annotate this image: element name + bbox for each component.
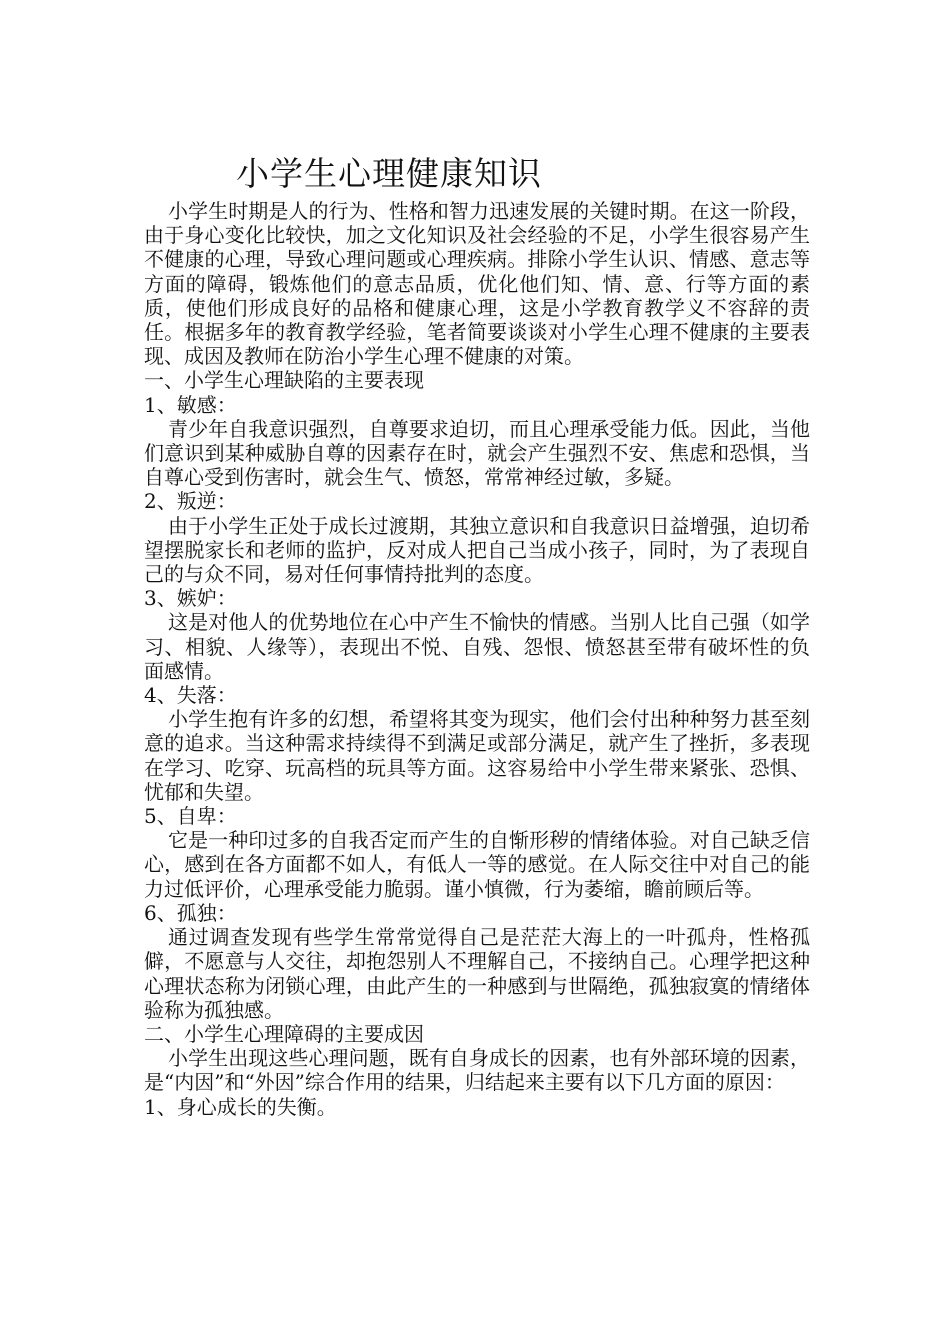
- subheading-jealousy: 3、嫉妒：: [144, 586, 237, 611]
- subheading-rebellious: 2、叛逆：: [144, 489, 237, 514]
- document-body: [144, 199, 810, 1119]
- paragraph-inferiority: 它是一种印过多的自我否定而产生的自惭形秽的情绪体验。对自己缺乏信心，感到在各方面都不如人，有低人一等的感觉。在人际交往中对自己的能力过低评价，心理承受能力脆弱。谨小慎微，行为萎缩，瞻前顾后等。: [144, 828, 810, 901]
- subheading-loss: 4、失落：: [144, 683, 237, 708]
- intro-paragraph: 小学生时期是人的行为、性格和智力迅速发展的关键时期。在这一阶段，由于身心变化比较快，加之文化知识及社会经验的不足，小学生很容易产生不健康的心理，导致心理问题或心理疾病。排除小学生认识、情感、意志等方面的障碍，锻炼他们的意志品质，优化他们知、情、意、行等方面的素质，使他们形成良好的品格和健康心理，这是小学教育教学义不容辞的责任。根据多年的教育教学经验，笔者简要谈谈对小学生心理不健康的主要表现、成因及教师在防治小学生心理不健康的对策。: [144, 199, 810, 369]
- paragraph-loneliness: 通过调查发现有些学生常常觉得自己是茫茫大海上的一叶孤舟，性格孤僻，不愿意与人交往，却抱怨别人不理解自己，不接纳自己。心理学把这种心理状态称为闭锁心理，由此产生的一种感到与世隔绝，孤独寂寞的情绪体验称为孤独感。: [144, 925, 810, 1022]
- section-heading-1: 一、小学生心理缺陷的主要表现: [144, 368, 424, 393]
- page-title: 小学生心理健康知识: [236, 154, 542, 193]
- paragraph-jealousy: 这是对他人的优势地位在心中产生不愉快的情感。当别人比自己强（如学习、相貌、人缘等），表现出不悦、自残、怨恨、愤怒甚至带有破坏性的负面感情。: [144, 610, 810, 683]
- paragraph-rebellious: 由于小学生正处于成长过渡期，其独立意识和自我意识日益增强，迫切希望摆脱家长和老师的监护，反对成人把自己当成小孩子，同时，为了表现自己的与众不同，易对任何事情持批判的态度。: [144, 513, 810, 587]
- paragraph-loss: 小学生抱有许多的幻想，希望将其变为现实，他们会付出种种努力甚至刻意的追求。当这种需求持续得不到满足或部分满足，就产生了挫折，多表现在学习、吃穿、玩高档的玩具等方面。这容易给中小学生带来紧张、恐惧、忧郁和失望。: [144, 707, 810, 804]
- section-heading-2: 二、小学生心理障碍的主要成因: [144, 1021, 424, 1046]
- paragraph-causes: 小学生出现这些心理问题，既有自身成长的因素，也有外部环境的因素，是“内因”和“外因”综合作用的结果，归结起来主要有以下几方面的原因：: [144, 1046, 810, 1095]
- subheading-imbalance: 1、身心成长的失衡。: [144, 1094, 337, 1119]
- subheading-sensitive: 1、敏感：: [144, 392, 237, 417]
- subheading-loneliness: 6、孤独：: [144, 900, 237, 925]
- subheading-inferiority: 5、自卑：: [144, 804, 237, 829]
- paragraph-sensitive: 青少年自我意识强烈，自尊要求迫切，而且心理承受能力低。因此，当他们意识到某种威胁自尊的因素存在时，就会产生强烈不安、焦虑和恐惧，当自尊心受到伤害时，就会生气、愤怒，常常神经过敏，多疑。: [144, 416, 810, 490]
